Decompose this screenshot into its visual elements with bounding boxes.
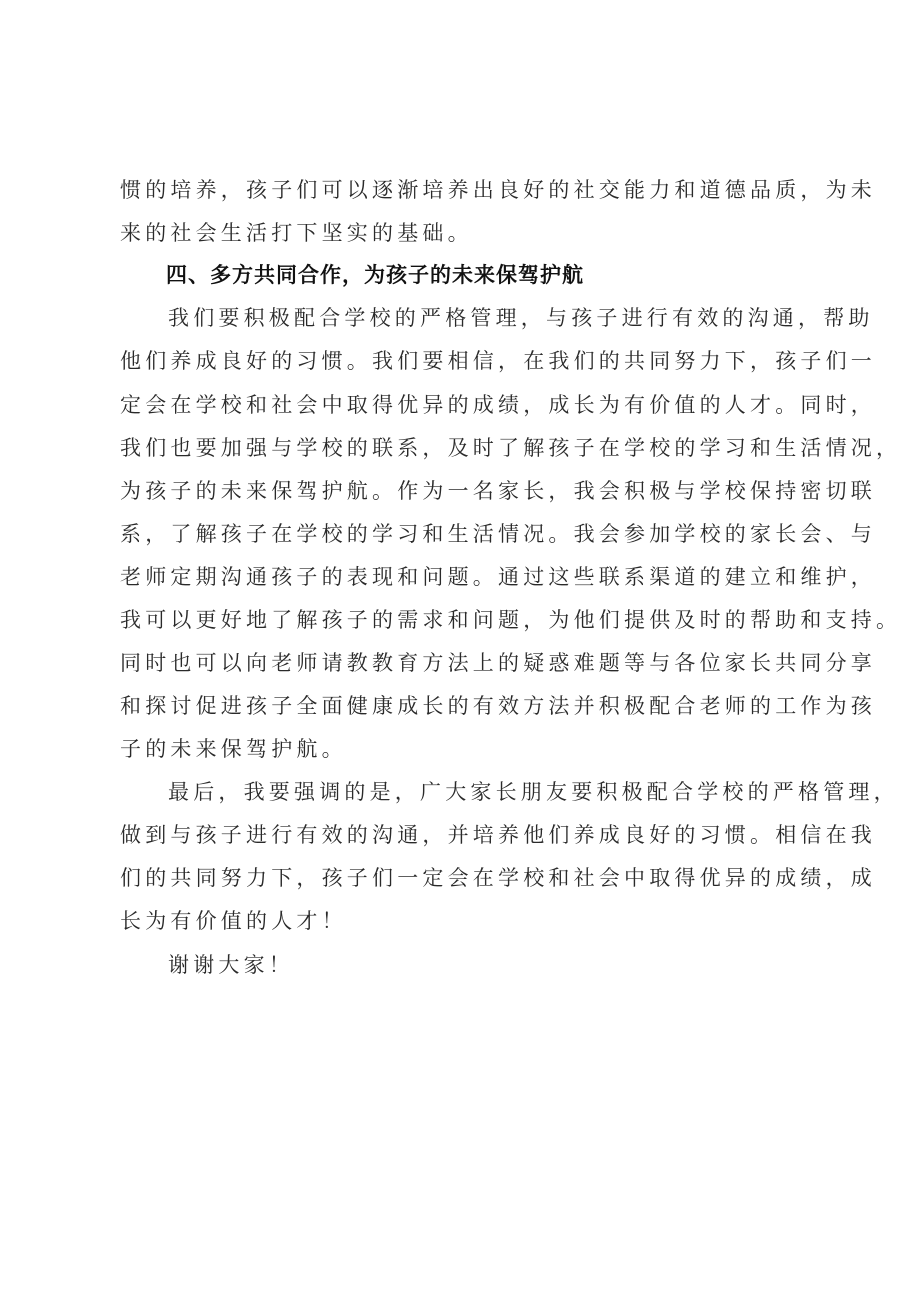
section-heading: 四、多方共同合作，为孩子的未来保驾护航	[166, 263, 584, 287]
paragraph1-line-2: 他们养成良好的习惯。我们要相信，在我们的共同努力下，孩子们一	[120, 349, 876, 373]
paragraph2-line-1: 最后，我要强调的是，广大家长朋友要积极配合学校的严格管理，	[168, 780, 899, 804]
paragraph1-line-4: 我们也要加强与学校的联系，及时了解孩子在学校的学习和生活情况，	[120, 436, 902, 460]
paragraph2-line-3: 们的共同努力下，孩子们一定会在学校和社会中取得优异的成绩，成	[120, 866, 876, 890]
intro-line-1: 惯的培养，孩子们可以逐渐培养出良好的社交能力和道德品质，为未	[120, 178, 876, 202]
paragraph1-line-6: 系，了解孩子在学校的学习和生活情况。我会参加学校的家长会、与	[120, 522, 876, 546]
paragraph1-line-9: 同时也可以向老师请教教育方法上的疑惑难题等与各位家长共同分享	[120, 651, 876, 675]
closing-line: 谢谢大家！	[168, 953, 294, 977]
paragraph2-line-2: 做到与孩子进行有效的沟通，并培养他们养成良好的习惯。相信在我	[120, 823, 876, 847]
intro-line-2: 来的社会生活打下坚实的基础。	[120, 221, 473, 245]
paragraph1-line-1: 我们要积极配合学校的严格管理，与孩子进行有效的沟通，帮助	[168, 306, 874, 330]
paragraph1-line-7: 老师定期沟通孩子的表现和问题。通过这些联系渠道的建立和维护，	[120, 565, 876, 589]
paragraph1-line-11: 子的未来保驾护航。	[120, 737, 347, 761]
paragraph1-line-10: 和探讨促进孩子全面健康成长的有效方法并积极配合老师的工作为孩	[120, 694, 876, 718]
paragraph1-line-5: 为孩子的未来保驾护航。作为一名家长，我会积极与学校保持密切联	[120, 479, 876, 503]
paragraph1-line-8: 我可以更好地了解孩子的需求和问题，为他们提供及时的帮助和支持。	[120, 608, 902, 632]
paragraph2-line-4: 长为有价值的人才！	[120, 909, 347, 933]
paragraph1-line-3: 定会在学校和社会中取得优异的成绩，成长为有价值的人才。同时，	[120, 393, 876, 417]
